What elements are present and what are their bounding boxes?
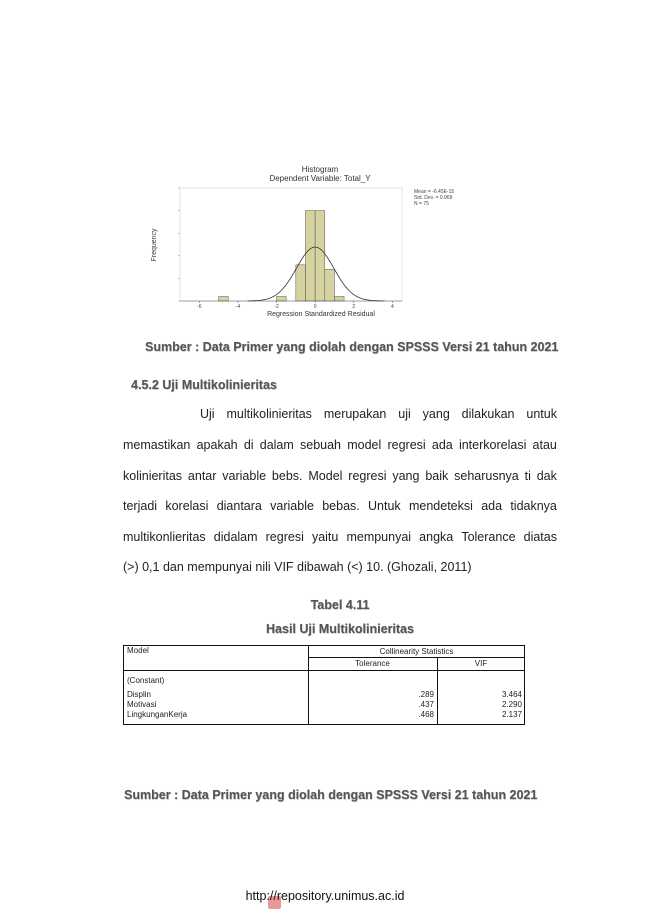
word: angka <box>419 530 454 544</box>
footer-url: http://repository.unimus.ac.id <box>245 889 405 903</box>
paragraph-line-2 <box>123 438 557 453</box>
word: untuk <box>526 407 557 421</box>
header-rule <box>124 670 524 671</box>
word: Model <box>308 469 343 483</box>
cell-vif: 2.290 <box>501 700 522 709</box>
row-name: LingkunganKerja <box>127 710 188 719</box>
row-name: (Constant) <box>127 676 165 685</box>
word: dalam <box>259 438 294 452</box>
word: tidaknya <box>510 499 557 513</box>
plot-area <box>178 188 402 310</box>
word: ada <box>431 438 453 452</box>
histogram-bar <box>296 265 306 301</box>
x-tick-label: -6 <box>197 304 202 310</box>
word: bebs. <box>271 469 303 483</box>
word: yang <box>422 407 450 421</box>
chart-title: Histogram <box>301 165 339 174</box>
cell-tolerance: .468 <box>418 710 434 719</box>
word: yang <box>392 469 420 483</box>
x-tick-label: 2 <box>352 304 356 310</box>
word: seharusnya <box>454 469 519 483</box>
word: uji <box>398 407 411 421</box>
row-name: Displin <box>127 690 152 699</box>
paragraph-line-6: (>) 0,1 dan mempunyai nili VIF dibawah (<) 10. (Ghozali, 2011) <box>123 560 472 574</box>
x-tick-label: 0 <box>313 304 317 310</box>
word: mempunyai <box>346 530 412 544</box>
chart-subtitle: Dependent Variable: Total_Y <box>269 174 371 183</box>
histogram-bar <box>305 211 315 301</box>
word: interkorelasi <box>458 438 527 452</box>
figure-source-caption: Sumber : Data Primer yang diolah dengan SPSSS Versi 21 tahun 2021 <box>145 340 559 354</box>
word: apakah <box>196 438 238 452</box>
word: yaitu <box>311 530 339 544</box>
word: regresi <box>348 469 387 483</box>
histogram-chart <box>140 160 480 320</box>
histogram-bar <box>325 269 335 301</box>
word: terjadi <box>123 499 158 513</box>
word: dak <box>536 469 557 483</box>
word: dilakukan <box>461 407 515 421</box>
word: Tolerance <box>461 530 516 544</box>
word: multikonlieritas <box>123 530 206 544</box>
paragraph-line-5 <box>123 530 557 545</box>
word: variable <box>222 469 267 483</box>
histogram-bar <box>277 296 287 301</box>
histogram-bar <box>315 211 325 301</box>
word: di <box>243 438 254 452</box>
row-name: Motivasi <box>127 700 157 709</box>
word: mendeteksi <box>408 499 473 513</box>
y-axis-label: Frequency <box>151 228 158 262</box>
plot-frame <box>180 188 402 301</box>
histogram-bar <box>219 296 229 301</box>
col-model: Model <box>127 646 149 655</box>
histogram-bar <box>334 296 344 301</box>
word: sebuah <box>300 438 342 452</box>
word: kolinieritas <box>123 469 183 483</box>
word: diantara <box>216 499 262 513</box>
word: memastikan <box>123 438 191 452</box>
table-subtitle: Hasil Uji Multikolinieritas <box>266 622 414 636</box>
legend-mean: Mean = -6.45E-15 <box>414 189 455 195</box>
word: multikolinieritas <box>226 407 312 421</box>
word: Uji <box>200 407 215 421</box>
legend-n: N = 75 <box>414 201 429 207</box>
table-source-caption: Sumber : Data Primer yang diolah dengan SPSSS Versi 21 tahun 2021 <box>124 788 538 802</box>
multicollinearity-table <box>123 645 525 725</box>
word: diatas <box>523 530 557 544</box>
word: baik <box>425 469 449 483</box>
word: ada <box>481 499 503 513</box>
word: merupakan <box>323 407 387 421</box>
col-vif: VIF <box>474 659 488 668</box>
x-axis-label: Regression Standardized Residual <box>267 311 375 318</box>
word: ti <box>524 469 531 483</box>
word: korelasi <box>165 499 209 513</box>
word: regresi <box>387 438 426 452</box>
word: didalam <box>213 530 258 544</box>
cell-vif: 2.137 <box>501 710 522 719</box>
x-tick-label: -4 <box>235 304 241 310</box>
word: model <box>347 438 382 452</box>
cell-vif: 3.464 <box>501 690 522 699</box>
paragraph-line-3 <box>123 469 557 484</box>
x-tick-label: 4 <box>390 304 394 310</box>
word: bebas. <box>322 499 360 513</box>
word: atau <box>532 438 557 452</box>
col-group-collinearity: Collinearity Statistics <box>379 647 454 656</box>
paragraph-line-4 <box>123 499 557 514</box>
word: Untuk <box>368 499 401 513</box>
header-rule <box>308 657 524 658</box>
x-tick-label: -2 <box>274 304 279 310</box>
col-tolerance: Tolerance <box>355 659 390 668</box>
word: antar <box>187 469 217 483</box>
legend-std: Std. Dev. = 0.969 <box>414 195 453 201</box>
cell-tolerance: .289 <box>418 690 434 699</box>
word: regresi <box>265 530 304 544</box>
section-heading: 4.5.2 Uji Multikolinieritas <box>131 378 277 392</box>
word: variable <box>270 499 314 513</box>
cell-tolerance: .437 <box>418 700 434 709</box>
table-title: Tabel 4.11 <box>310 598 370 612</box>
paragraph-line-1 <box>200 407 557 422</box>
